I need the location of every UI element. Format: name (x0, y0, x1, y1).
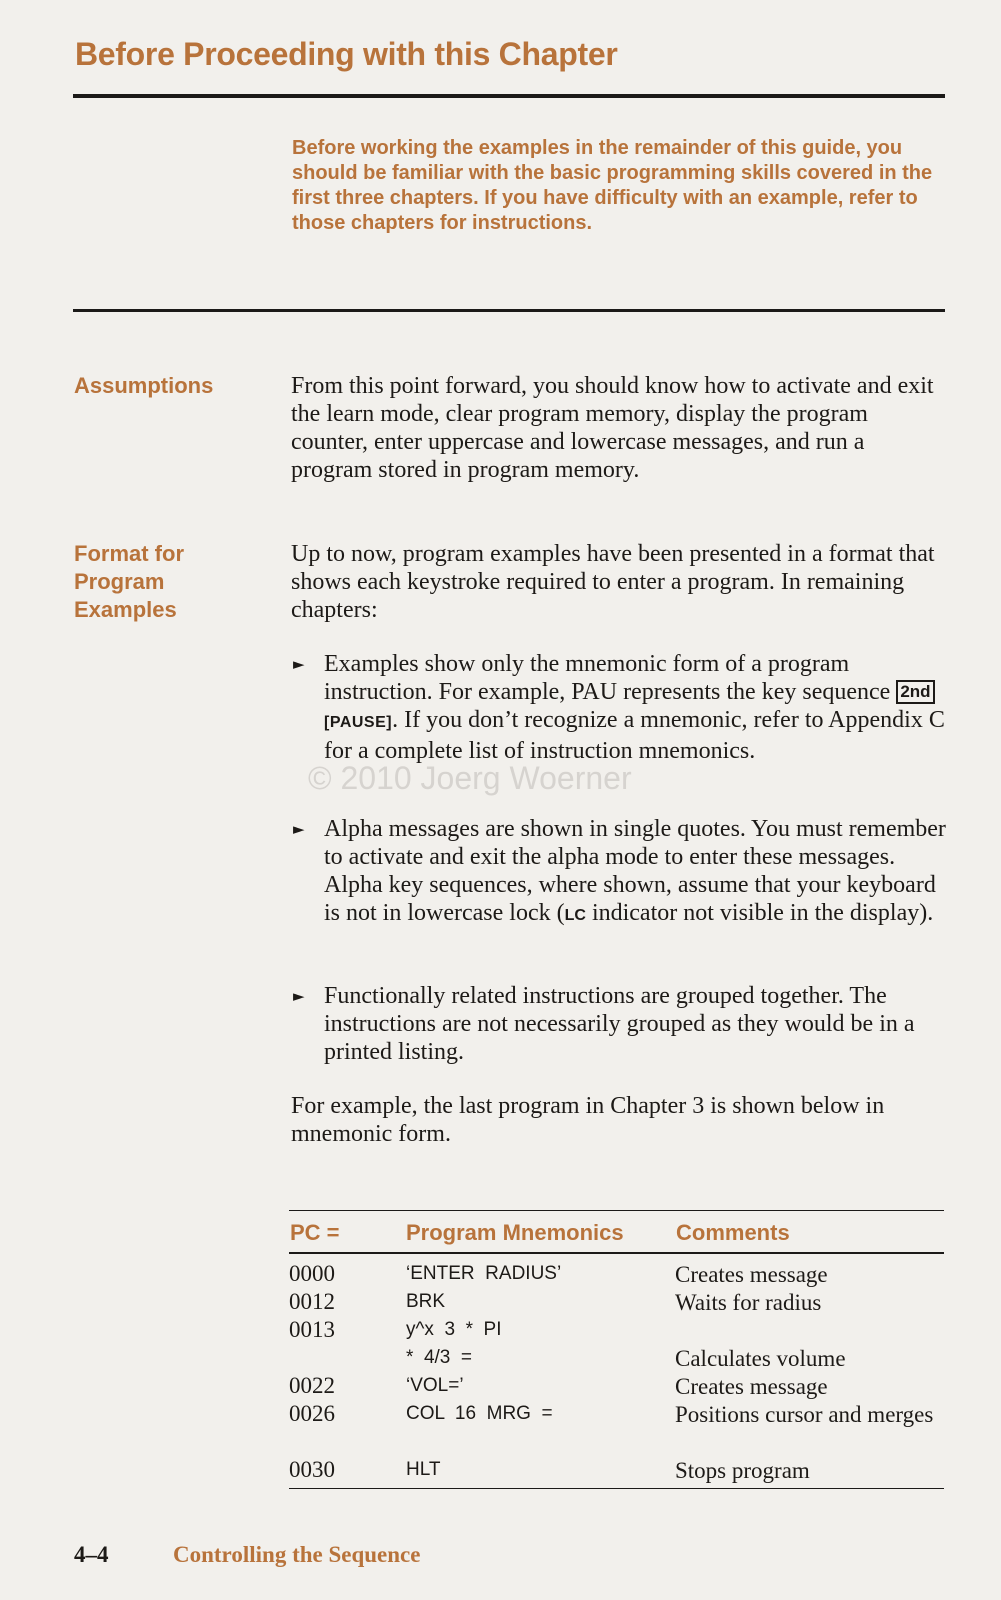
section-rule (73, 309, 945, 312)
row-comment: Creates message (675, 1374, 828, 1399)
row-pc: 0013 (289, 1317, 335, 1342)
bullet-mnemonic-part-a: Examples show only the mnemonic form of a program instruction. For example, PAU represents the key sequence (324, 651, 897, 705)
example-text: For example, the last program in Chapter 3 is shown below in mnemonic form. (291, 1093, 885, 1147)
row-pc: 0000 (289, 1261, 335, 1286)
row-mnemonic: y^x 3 * PI (406, 1319, 502, 1340)
bullet-mnemonic-part-b: . If you don’t recognize a mnemonic, refer to Appendix C for a complete list of instruction mnemonics. (324, 707, 945, 764)
watermark: © 2010 Joerg Woerner (308, 760, 632, 796)
table-header-pc: PC = (290, 1220, 340, 1245)
key-2nd-box: 2nd (896, 680, 934, 704)
assumptions-text: From this point forward, you should know how to activate and exit the learn mode, clear program memory, display the program counter, enter uppercase and lowercase messages, and run a program stored in program memory. (291, 373, 934, 483)
bullet-mnemonic-text (324, 650, 946, 765)
format-label-line-1: Format for (74, 541, 184, 566)
row-comment: Positions cursor and merges (675, 1402, 934, 1427)
bullet-alpha-part-a: Alpha messages are shown in single quotes. You must remember to activate and exit the alpha mode to enter these messages. Alpha key sequences, where shown, assume that your keyboard is not in lowercase lock ( (324, 816, 946, 926)
table-bottom-rule (289, 1488, 944, 1489)
table-row (289, 1289, 944, 1317)
table-header-mnemonics: Program Mnemonics (406, 1220, 624, 1245)
table-header-comments: Comments (676, 1220, 790, 1245)
format-label-line-3: Examples (74, 597, 177, 622)
bullet-marker: ► (293, 655, 305, 673)
footer-section-title: Controlling the Sequence (173, 1542, 421, 1567)
table-row (289, 1345, 944, 1373)
bullet-mnemonic (291, 650, 946, 765)
row-mnemonic: COL 16 MRG = (406, 1403, 553, 1424)
footer-page-number: 4–4 (74, 1542, 109, 1567)
row-pc: 0026 (289, 1401, 335, 1426)
row-comment: Creates message (675, 1262, 828, 1287)
row-mnemonic: BRK (406, 1291, 446, 1312)
table-row (289, 1401, 944, 1429)
table-row (289, 1373, 944, 1401)
table-header-rule (289, 1252, 944, 1254)
row-mnemonic: ‘VOL=’ (406, 1375, 464, 1396)
table-row (289, 1317, 944, 1345)
row-pc: 0030 (289, 1457, 335, 1482)
row-pc: 0012 (289, 1289, 335, 1314)
top-rule (73, 94, 945, 98)
table-top-rule (289, 1210, 944, 1211)
bullet-grouping (291, 982, 946, 1066)
row-mnemonic: * 4/3 = (406, 1347, 473, 1368)
format-text: Up to now, program examples have been presented in a format that shows each keystroke required to enter a program. In remaining chapters: (291, 541, 935, 623)
row-comment: Calculates volume (675, 1346, 846, 1371)
row-pc: 0022 (289, 1373, 335, 1398)
bullet-grouping-text: Functionally related instructions are grouped together. The instructions are not necessarily grouped as they would be in a printed listing. (324, 983, 915, 1065)
bullet-alpha-text (324, 815, 946, 930)
format-label-line-2: Program (74, 569, 165, 594)
bullet-marker: ► (293, 820, 305, 838)
bullet-marker: ► (293, 987, 305, 1005)
bullet-alpha-part-b: indicator not visible in the display). (585, 900, 934, 926)
row-mnemonic: ‘ENTER RADIUS’ (406, 1263, 562, 1284)
row-comment: Stops program (675, 1458, 810, 1483)
row-comment: Waits for radius (675, 1290, 822, 1315)
assumptions-label: Assumptions (74, 373, 214, 398)
intro-paragraph: Before working the examples in the remainder of this guide, you should be familiar with the basic programming skills covered in the first three chapters. If you have difficulty with an example, refer to those chapters for instructions. (292, 137, 933, 234)
row-mnemonic: HLT (406, 1459, 441, 1480)
chapter-title: Before Proceeding with this Chapter (75, 36, 618, 72)
table-row (289, 1457, 944, 1485)
table-row (289, 1261, 944, 1289)
key-pause-name: [PAUSE] (324, 714, 393, 731)
format-label (74, 540, 184, 624)
bullet-alpha (291, 815, 946, 930)
lc-indicator: LC (564, 907, 586, 924)
